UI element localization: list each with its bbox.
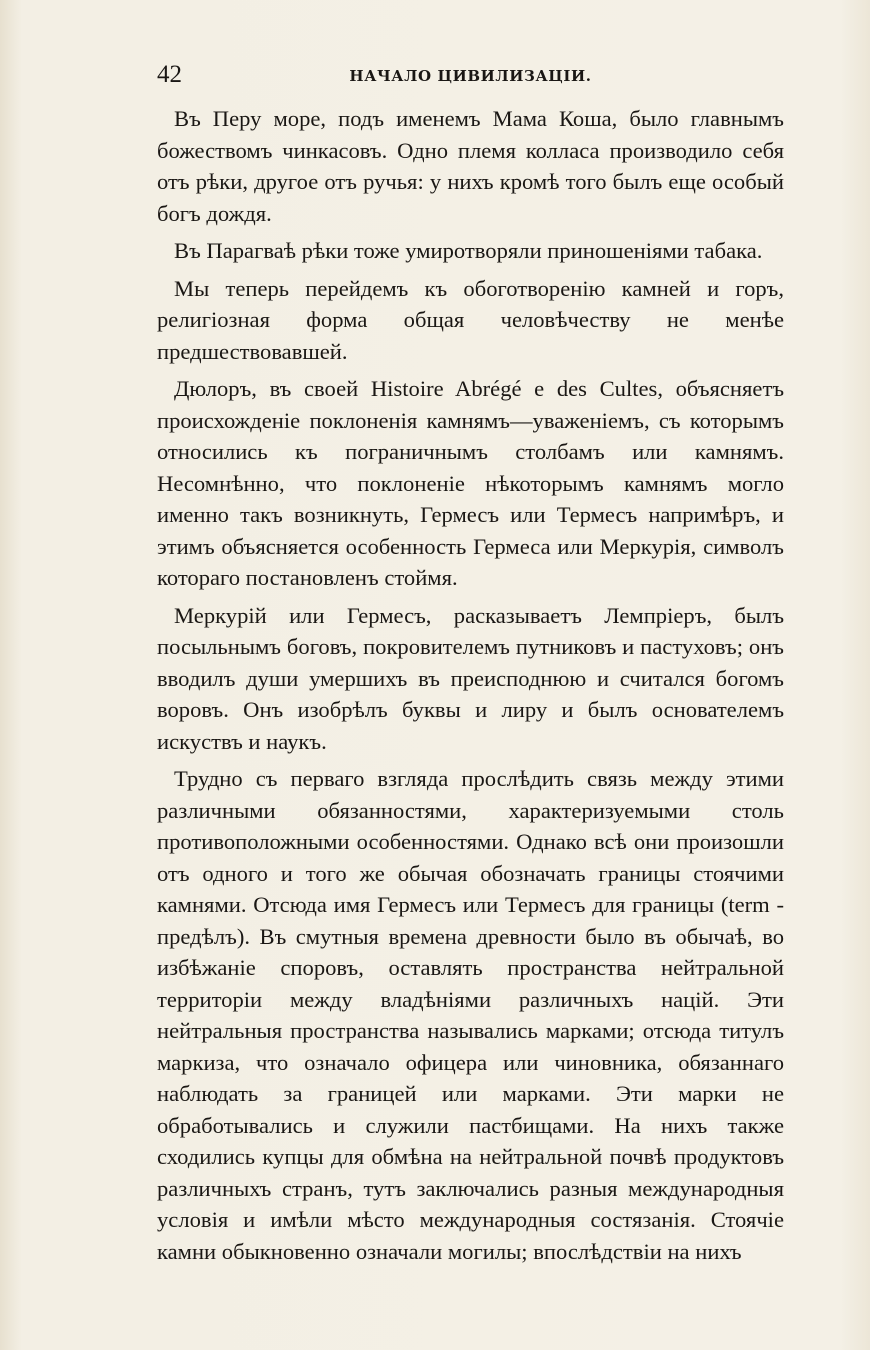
body-text (157, 103, 784, 1273)
paragraph-1: Въ Перу море, подъ именемъ Мама Коша, было главнымъ божествомъ чинкасовъ. Одно племя колласа производило себя отъ рѣки, другое отъ ручья: у нихъ кромѣ того былъ еще особый богъ дождя. (157, 106, 784, 226)
paragraph-2: Въ Парагваѣ рѣки тоже умиротворяли приношеніями табака. (174, 238, 763, 263)
running-title: НАЧАЛО ЦИВИЛИЗАЦІИ. (349, 67, 592, 85)
paragraph-3: Мы теперь перейдемъ къ обоготворенію камней и горъ, религіозная форма общая человѣчеству не менѣе предшествовавшей. (157, 275, 784, 364)
paragraph-5: Меркурій или Гермесъ, расказываетъ Лемпріеръ, былъ посыльнымъ боговъ, покровителемъ путниковъ и пастуховъ; онъ вводилъ души умершихъ въ преисподнюю и считался богомъ воровъ. Онъ изобрѣлъ буквы и лиру и былъ основателемъ искуствъ и наукъ. (157, 602, 784, 754)
paragraph-6: Трудно съ перваго взгляда прослѣдить связь между этими различными обязанностями, характеризуемыми столь противоположными особенностями. Однако всѣ они произошли отъ одного и того же обычая обозначать границы стоячими камнями. Отсюда имя Гермесъ или Термесъ для границы (term - предѣлъ). Въ смутныя времена древности было въ обычаѣ, во избѣжаніе споровъ, оставлять пространства нейтральной территоріи между владѣніями различныхъ націй. Эти нейтральныя пространства назывались марками; отсюда титулъ маркиза, что означало офицера или чиновника, обязаннаго наблюдать за границей или марками. Эти марки не обработывались и служили пастбищами. На нихъ также сходились купцы для обмѣна на нейтральной почвѣ продуктовъ различныхъ странъ, тутъ заключались разныя международныя условія и имѣли мѣсто международныя состязанія. Стоячіе камни обыкновенно означали могилы; впослѣдствіи на нихъ (157, 766, 784, 1264)
page-header (157, 60, 784, 90)
paragraph-4: Дюлоръ, въ своей Histoire Abrégé e des Cultes, объясняетъ происхожденіе поклоненія камнямъ—уваженіемъ, съ которымъ относились къ пограничнымъ столбамъ или камнямъ. Несомнѣнно, что поклоненіе нѣкоторымъ камнямъ могло именно такъ возникнуть, Гермесъ или Термесъ напримѣръ, и этимъ объясняется особенность Гермеса или Меркурія, символъ котораго постановленъ стоймя. (157, 376, 784, 590)
page-number: 42 (157, 61, 182, 88)
